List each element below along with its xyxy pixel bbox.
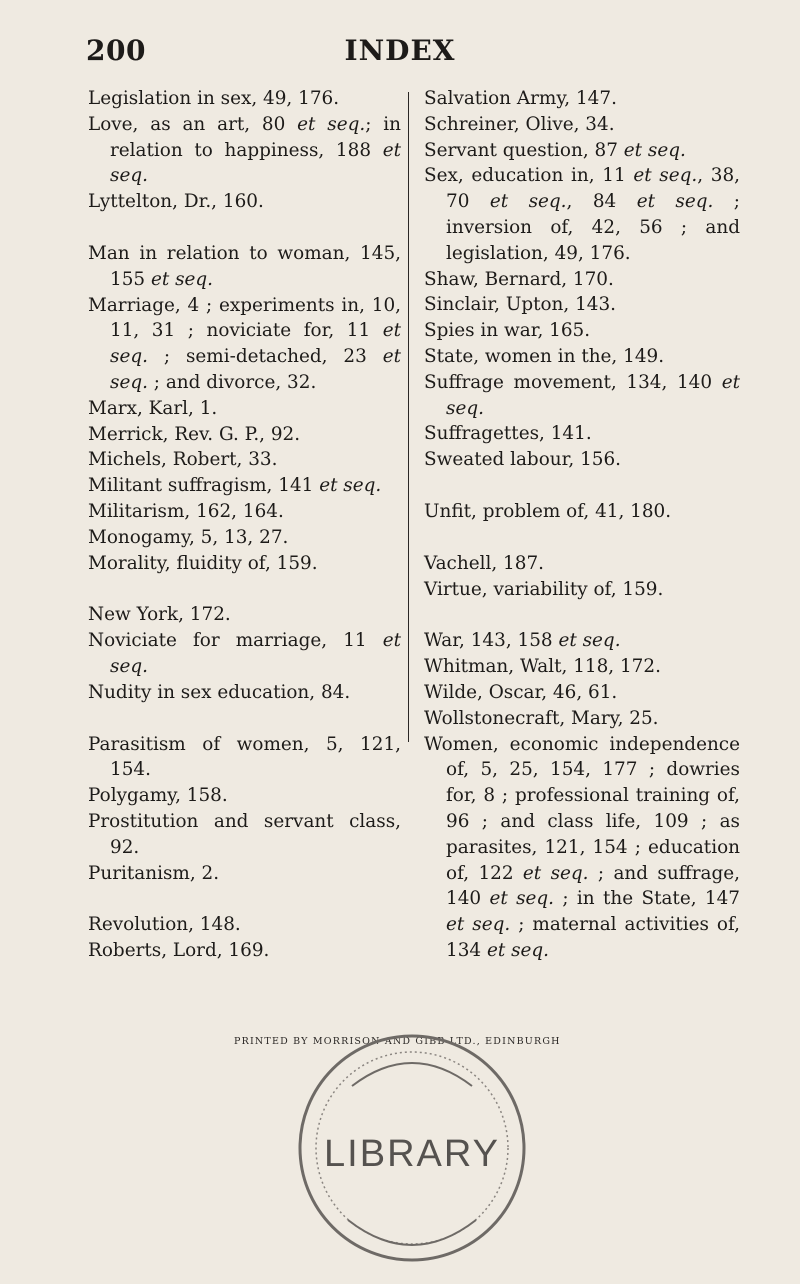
entry-text: ; in the State, 147 [554, 888, 740, 910]
library-stamp-seal [262, 1020, 562, 1280]
entry-gap [88, 215, 401, 241]
index-entry [88, 680, 401, 706]
et-seq-italic: et seq. [110, 320, 401, 368]
entry-text: Monogamy, 5, 13, 27. [88, 526, 289, 548]
index-entry [88, 551, 401, 577]
page-number: 200 [86, 34, 146, 67]
index-entry [88, 112, 401, 189]
entry-gap [88, 576, 401, 602]
index-entry [424, 318, 740, 344]
index-entry [88, 628, 401, 680]
entry-gap [88, 706, 401, 732]
index-entry [88, 241, 401, 293]
index-entry [88, 602, 401, 628]
entry-text: State, women in the, 149. [424, 345, 665, 367]
entry-text: , 84 [566, 191, 637, 213]
et-seq-italic: et seq. [297, 113, 366, 135]
index-entry [424, 112, 740, 138]
entry-text: Legislation in sex, 49, 176. [88, 88, 340, 109]
printer-imprint: PRINTED BY MORRISON AND GIBB LTD., EDINBURGH [234, 1036, 561, 1047]
entry-text: Prostitution and servant class, 92. [88, 810, 401, 858]
entry-text: Sex, education in, 11 [424, 165, 634, 187]
index-entry [424, 344, 740, 370]
entry-text: Revolution, 148. [88, 914, 241, 936]
entry-gap [88, 886, 401, 912]
index-entry [424, 86, 740, 112]
index-entry [424, 370, 740, 422]
entry-text: ; in relation to happiness, 188 [110, 113, 401, 161]
index-entry [88, 189, 401, 215]
index-entry [88, 938, 401, 964]
entry-text: ; semi-detached, 23 [147, 346, 383, 368]
et-seq-italic: et seq. [486, 939, 550, 961]
index-entry [88, 525, 401, 551]
entry-gap [424, 473, 740, 499]
et-seq-italic: et seq. [633, 165, 698, 187]
running-head: INDEX [344, 34, 456, 67]
entry-text: Sinclair, Upton, 143. [424, 294, 617, 316]
et-seq-italic: et seq. [446, 371, 740, 419]
index-entry [424, 680, 740, 706]
entry-text: ; and suffrage, 140 [446, 862, 741, 910]
entry-text: Love, as an art, 80 [88, 113, 298, 135]
et-seq-italic: et seq. [489, 191, 567, 213]
index-entry [424, 628, 740, 654]
index-entry [424, 421, 740, 447]
entry-text: Women, economic independence of, 5, 25, 154, 177 ; dowries for, 8 ; professional training of, 96 ; and class life, 109 ; as parasites, 121, 154 ; education of, 122 [424, 733, 740, 884]
entry-text: Man in relation to woman, 145, 155 [88, 242, 401, 290]
et-seq-italic: et seq. [110, 630, 401, 677]
entry-text: ; inversion of, 42, 56 ; and legislation, 49, 176. [446, 191, 741, 264]
index-entry [424, 732, 740, 964]
et-seq-italic: et seq. [110, 346, 401, 393]
index-entry [424, 447, 740, 473]
entry-text: Shaw, Bernard, 170. [424, 268, 614, 290]
et-seq-italic: et seq. [558, 630, 621, 652]
entry-text: Suffrage movement, 134, 140 [424, 371, 722, 393]
entry-text: Noviciate for marriage, 11 [88, 630, 383, 652]
index-column-left [88, 86, 401, 964]
entry-text: Merrick, Rev. G. P., 92. [88, 423, 301, 445]
index-entry [88, 783, 401, 809]
index-entry [424, 654, 740, 680]
et-seq-italic: et seq. [319, 475, 382, 497]
entry-text: Vachell, 187. [424, 552, 544, 574]
entry-gap [424, 602, 740, 628]
entry-text: Wollstonecraft, Mary, 25. [424, 707, 659, 729]
entry-text: , 38, 70 [446, 165, 740, 213]
library-stamp [262, 1020, 562, 1280]
entry-text: Militant suffragism, 141 [88, 475, 320, 497]
entry-text: Spies in war, 165. [424, 320, 591, 342]
entry-text: Schreiner, Olive, 34. [424, 113, 615, 135]
index-entry [88, 422, 401, 448]
entry-text: Nudity in sex education, 84. [88, 681, 351, 703]
entry-text: Marriage, 4 ; experiments in, 10, 11, 31 ; noviciate for, 11 [88, 294, 401, 342]
entry-text: War, 143, 158 [424, 630, 559, 652]
index-entry [424, 499, 740, 525]
et-seq-italic: et seq. [623, 139, 686, 161]
et-seq-italic: et seq. [446, 914, 511, 936]
index-entry [424, 577, 740, 603]
entry-text: Whitman, Walt, 118, 172. [424, 656, 661, 678]
entry-text: Militarism, 162, 164. [88, 500, 284, 522]
entry-text: Servant question, 87 [424, 139, 624, 161]
entry-text: Suffragettes, 141. [424, 423, 592, 445]
index-entry [424, 706, 740, 732]
entry-text: Sweated labour, 156. [424, 449, 622, 471]
index-entry [88, 396, 401, 422]
index-entry [88, 732, 401, 784]
index-entry [88, 861, 401, 887]
entry-text: Salvation Army, 147. [424, 88, 617, 109]
et-seq-italic: et seq. [522, 862, 589, 884]
entry-text: Roberts, Lord, 169. [88, 940, 270, 962]
index-entry [88, 86, 401, 112]
index-entry [88, 447, 401, 473]
et-seq-italic: et seq. [110, 139, 401, 187]
column-divider [408, 92, 409, 742]
entry-text: Morality, fluidity of, 159. [88, 552, 318, 574]
index-column-right [424, 86, 740, 964]
entry-text: ; and divorce, 32. [147, 371, 317, 393]
entry-text: Virtue, variability of, 159. [424, 578, 664, 600]
index-entry [424, 551, 740, 577]
entry-text: New York, 172. [88, 604, 231, 626]
et-seq-italic: et seq. [489, 888, 555, 910]
index-entry [424, 267, 740, 293]
entry-text: Puritanism, 2. [88, 862, 220, 884]
entry-text: Polygamy, 158. [88, 785, 228, 807]
entry-text: Unfit, problem of, 41, 180. [424, 500, 672, 522]
et-seq-italic: et seq. [150, 268, 214, 290]
index-entry [424, 138, 740, 164]
library-stamp-label: LIBRARY [324, 1133, 500, 1175]
entry-text: Parasitism of women, 5, 121, 154. [88, 733, 401, 781]
entry-text: Wilde, Oscar, 46, 61. [424, 681, 618, 703]
index-entry [88, 293, 401, 396]
entry-gap [424, 525, 740, 551]
entry-text: Michels, Robert, 33. [88, 449, 278, 471]
index-entry [424, 163, 740, 266]
index-entry [88, 499, 401, 525]
index-entry [88, 809, 401, 861]
index-entry [424, 292, 740, 318]
entry-text: Lyttelton, Dr., 160. [88, 191, 264, 213]
entry-text: Marx, Karl, 1. [88, 397, 218, 419]
index-entry [88, 473, 401, 499]
entry-text: ; maternal activities of, 134 [446, 914, 741, 961]
et-seq-italic: et seq. [636, 191, 714, 213]
index-entry [88, 912, 401, 938]
